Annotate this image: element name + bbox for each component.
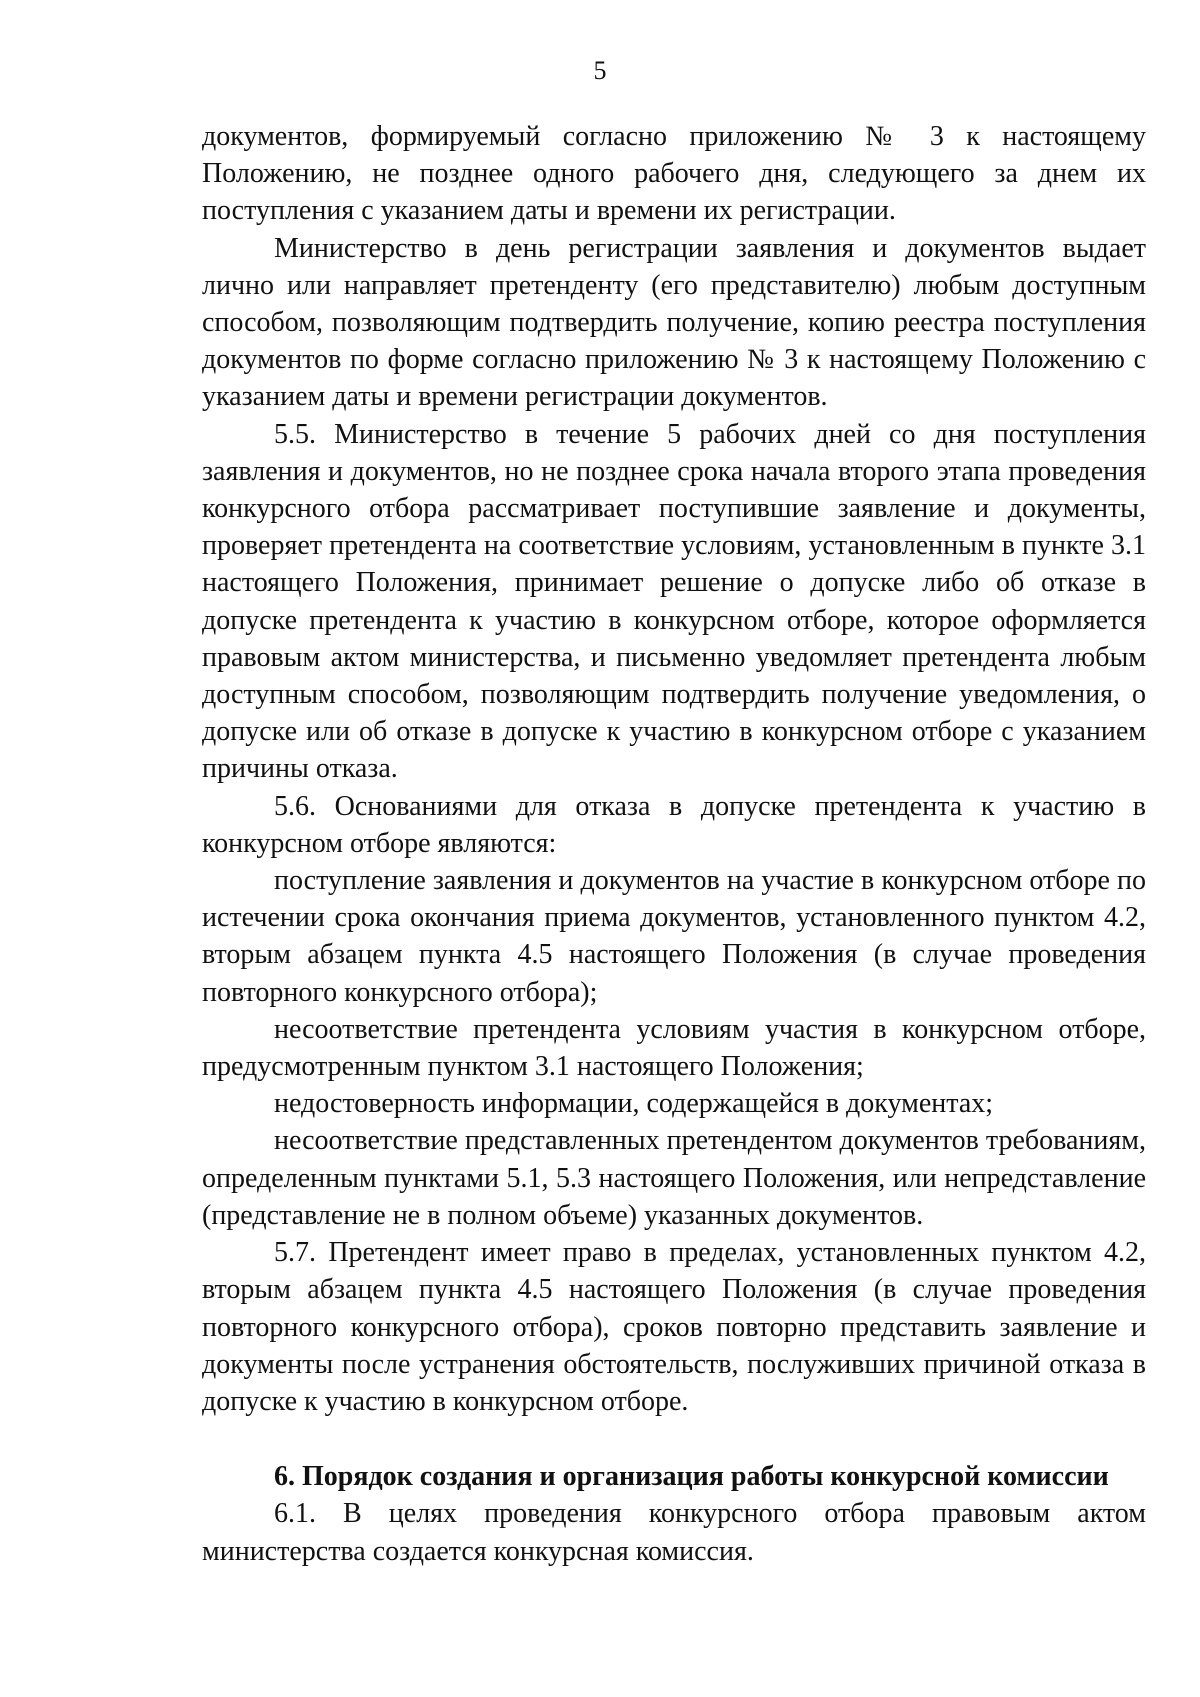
page-number: 5 [593, 56, 607, 85]
section-heading: 6. Порядок создания и организация работы конкурсной комиссии [274, 1461, 1109, 1493]
paragraph-clause-6-1: 6.1. В целях проведения конкурсного отбора правовым актом министерства создается конкурсная комиссия. [202, 1498, 1146, 1567]
paragraph-clause-5-7: 5.7. Претендент имеет право в пределах, установленных пунктом 4.2, вторым абзацем пункта 4.5 настоящего Положения (в случае проведения повторного конкурсного отбора), сроков повторно представить заявление и документы после устранения обстоятельств, послуживших причиной отказа в допуске к участию в конкурсном отборе. [202, 1237, 1146, 1417]
document-body [202, 118, 1146, 1570]
paragraph-clause-5-6: 5.6. Основаниями для отказа в допуске претендента к участию в конкурсном отборе являются: [202, 790, 1146, 859]
paragraph-ministry-issues-registry: Министерство в день регистрации заявления и документов выдает лично или направляет претенденту (его представителю) любым доступным способом, позволяющим подтвердить получение, копию реестра поступления документов по форме согласно приложению № 3 к настоящему Положению с указанием даты и времени регистрации документов. [202, 232, 1146, 413]
paragraph-refusal-ground-nonconformity: несоответствие претендента условиям участия в конкурсном отборе, предусмотренным пунктом 3.1 настоящего Положения; [202, 1013, 1146, 1083]
paragraph-registry-continuation: документов, формируемый согласно приложению № 3 к настоящему Положению, не позднее одного рабочего дня, следующего за днем их поступления с указанием даты и времени их регистрации. [202, 121, 1146, 227]
paragraph-refusal-ground-inaccuracy: недостоверность информации, содержащейся в документах; [274, 1088, 994, 1120]
paragraph-clause-5-5: 5.5. Министерство в течение 5 рабочих дней со дня поступления заявления и документов, но не позднее срока начала второго этапа проведения конкурсного отбора рассматривает поступившие заявление и документы, проверяет претендента на соответствие условиям, установленным в пункте 3.1 настоящего Положения, принимает решение о допуске либо об отказе в допуске претендента к участию в конкурсном отборе, которое оформляется правовым актом министерства, и письменно уведомляет претендента любым доступным способом, позволяющим подтвердить получение уведомления, о допуске или об отказе в допуске к участию в конкурсном отборе с указанием причины отказа. [202, 418, 1146, 785]
paragraph-refusal-ground-late-submission: поступление заявления и документов на участие в конкурсном отборе по истечении срока окончания приема документов, установленного пунктом 4.2, вторым абзацем пункта 4.5 настоящего Положения (в случае проведения повторного конкурсного отбора); [202, 865, 1146, 1008]
paragraph-refusal-ground-documents: несоответствие представленных претендентом документов требованиям, определенным пунктами 5.1, 5.3 настоящего Положения, или непредставление (представление не в полном объеме) указанных документов. [202, 1125, 1146, 1231]
